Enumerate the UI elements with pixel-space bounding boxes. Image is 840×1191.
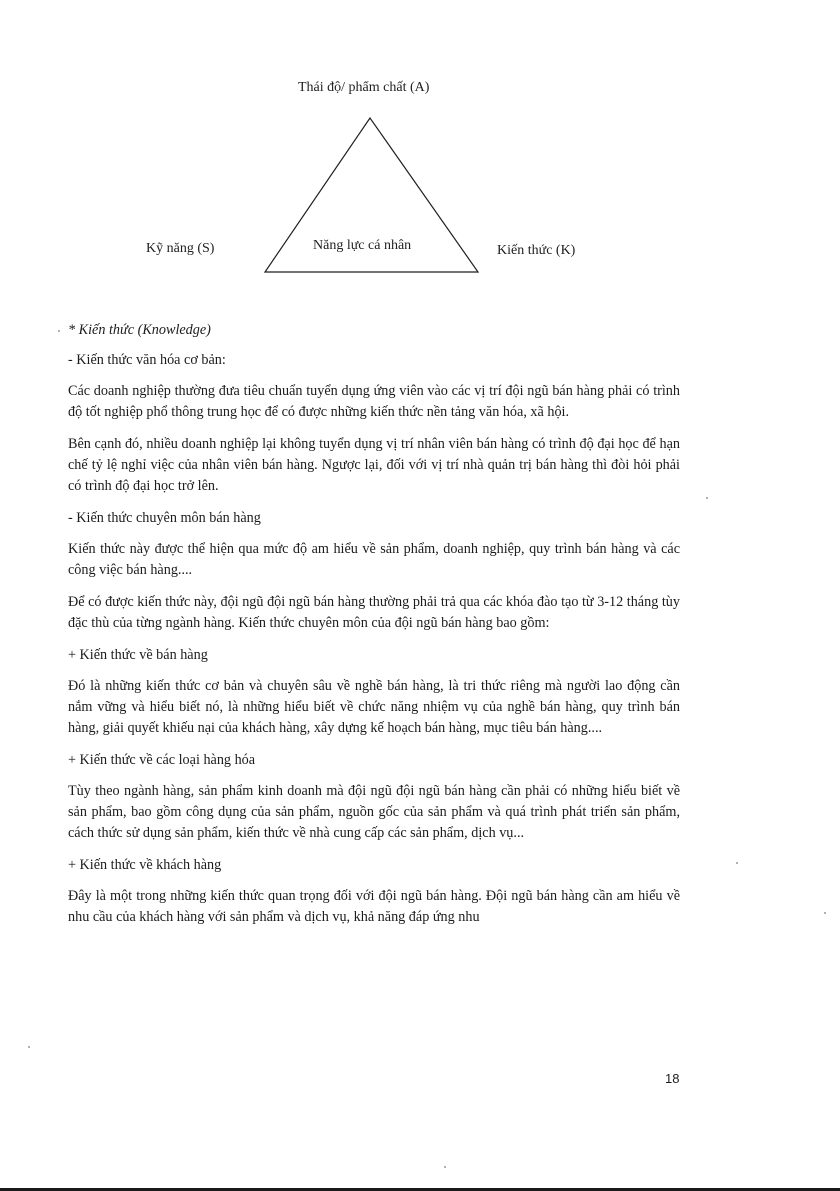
section-title: * Kiến thức (Knowledge) (68, 322, 211, 338)
scan-speck (58, 330, 60, 332)
paragraph: Để có được kiến thức này, đội ngũ đội ngũ bán hàng thường phải trả qua các khóa đào tạo từ 3-12 tháng tùy đặc thù của từng ngành hàng. Kiến thức chuyên môn của đội ngũ bán hàng bao gồm: (68, 594, 680, 631)
subsection-title-professional: - Kiến thức chuyên môn bán hàng (68, 510, 261, 526)
paragraph: Kiến thức này được thể hiện qua mức độ am hiểu về sản phẩm, doanh nghiệp, quy trình bán hàng và các công việc bán hàng.... (68, 541, 680, 578)
scan-speck (706, 497, 708, 499)
diagram-label-skills: Kỹ năng (S) (146, 241, 215, 256)
scan-speck (824, 912, 826, 914)
item-title-sales: + Kiến thức về bán hàng (68, 647, 208, 663)
scan-speck (736, 862, 738, 864)
competency-triangle-diagram (0, 0, 840, 300)
paragraph: Tùy theo ngành hàng, sản phẩm kinh doanh mà đội ngũ đội ngũ bán hàng cần phải có những hiểu biết về sản phẩm, bao gồm công dụng của sản phẩm, nguồn gốc của sản phẩm và quá trình phát triển sản phẩm, cách thức sử dụng sản phẩm, kiến thức về nhà cung cấp các sản phẩm, dịch vụ... (68, 783, 680, 841)
subsection-title-culture: - Kiến thức văn hóa cơ bản: (68, 352, 226, 368)
page-number: 18 (665, 1071, 680, 1086)
diagram-label-attitude: Thái độ/ phẩm chất (A) (298, 80, 430, 95)
scan-speck (444, 1166, 446, 1168)
diagram-label-knowledge: Kiến thức (K) (497, 243, 576, 258)
paragraph: Đó là những kiến thức cơ bản và chuyên sâu về nghề bán hàng, là tri thức riêng mà người lao động cần nắm vững và hiểu biết nó, là những hiểu biết về chức năng nhiệm vụ của nghề bán hàng, quy trình bán hàng, giải quyết khiếu nại của khách hàng, xây dựng kế hoạch bán hàng, mục tiêu bán hàng.... (68, 678, 680, 736)
triangle-shape (0, 0, 840, 300)
item-title-goods: + Kiến thức về các loại hàng hóa (68, 752, 256, 768)
item-title-customers: + Kiến thức về khách hàng (68, 857, 222, 873)
diagram-label-competency: Năng lực cá nhân (313, 238, 412, 253)
paragraph: Đây là một trong những kiến thức quan trọng đối với đội ngũ bán hàng. Đội ngũ bán hàng cần am hiểu về nhu cầu của khách hàng với sản phẩm và dịch vụ, khả năng đáp ứng nhu (68, 888, 680, 925)
body-text (68, 320, 680, 939)
paragraph: Bên cạnh đó, nhiều doanh nghiệp lại không tuyển dụng vị trí nhân viên bán hàng có trình độ đại học để hạn chế tỷ lệ nghỉ việc của nhân viên bán hàng. Ngược lại, đối với vị trí nhà quản trị bán hàng thì đòi hỏi phải có trình độ đại học trở lên. (68, 436, 680, 494)
scan-speck (28, 1046, 30, 1048)
paragraph: Các doanh nghiệp thường đưa tiêu chuẩn tuyển dụng ứng viên vào các vị trí đội ngũ bán hàng phải có trình độ tốt nghiệp phổ thông trung học để có được những kiến thức nền tảng văn hóa, xã hội. (68, 383, 680, 420)
